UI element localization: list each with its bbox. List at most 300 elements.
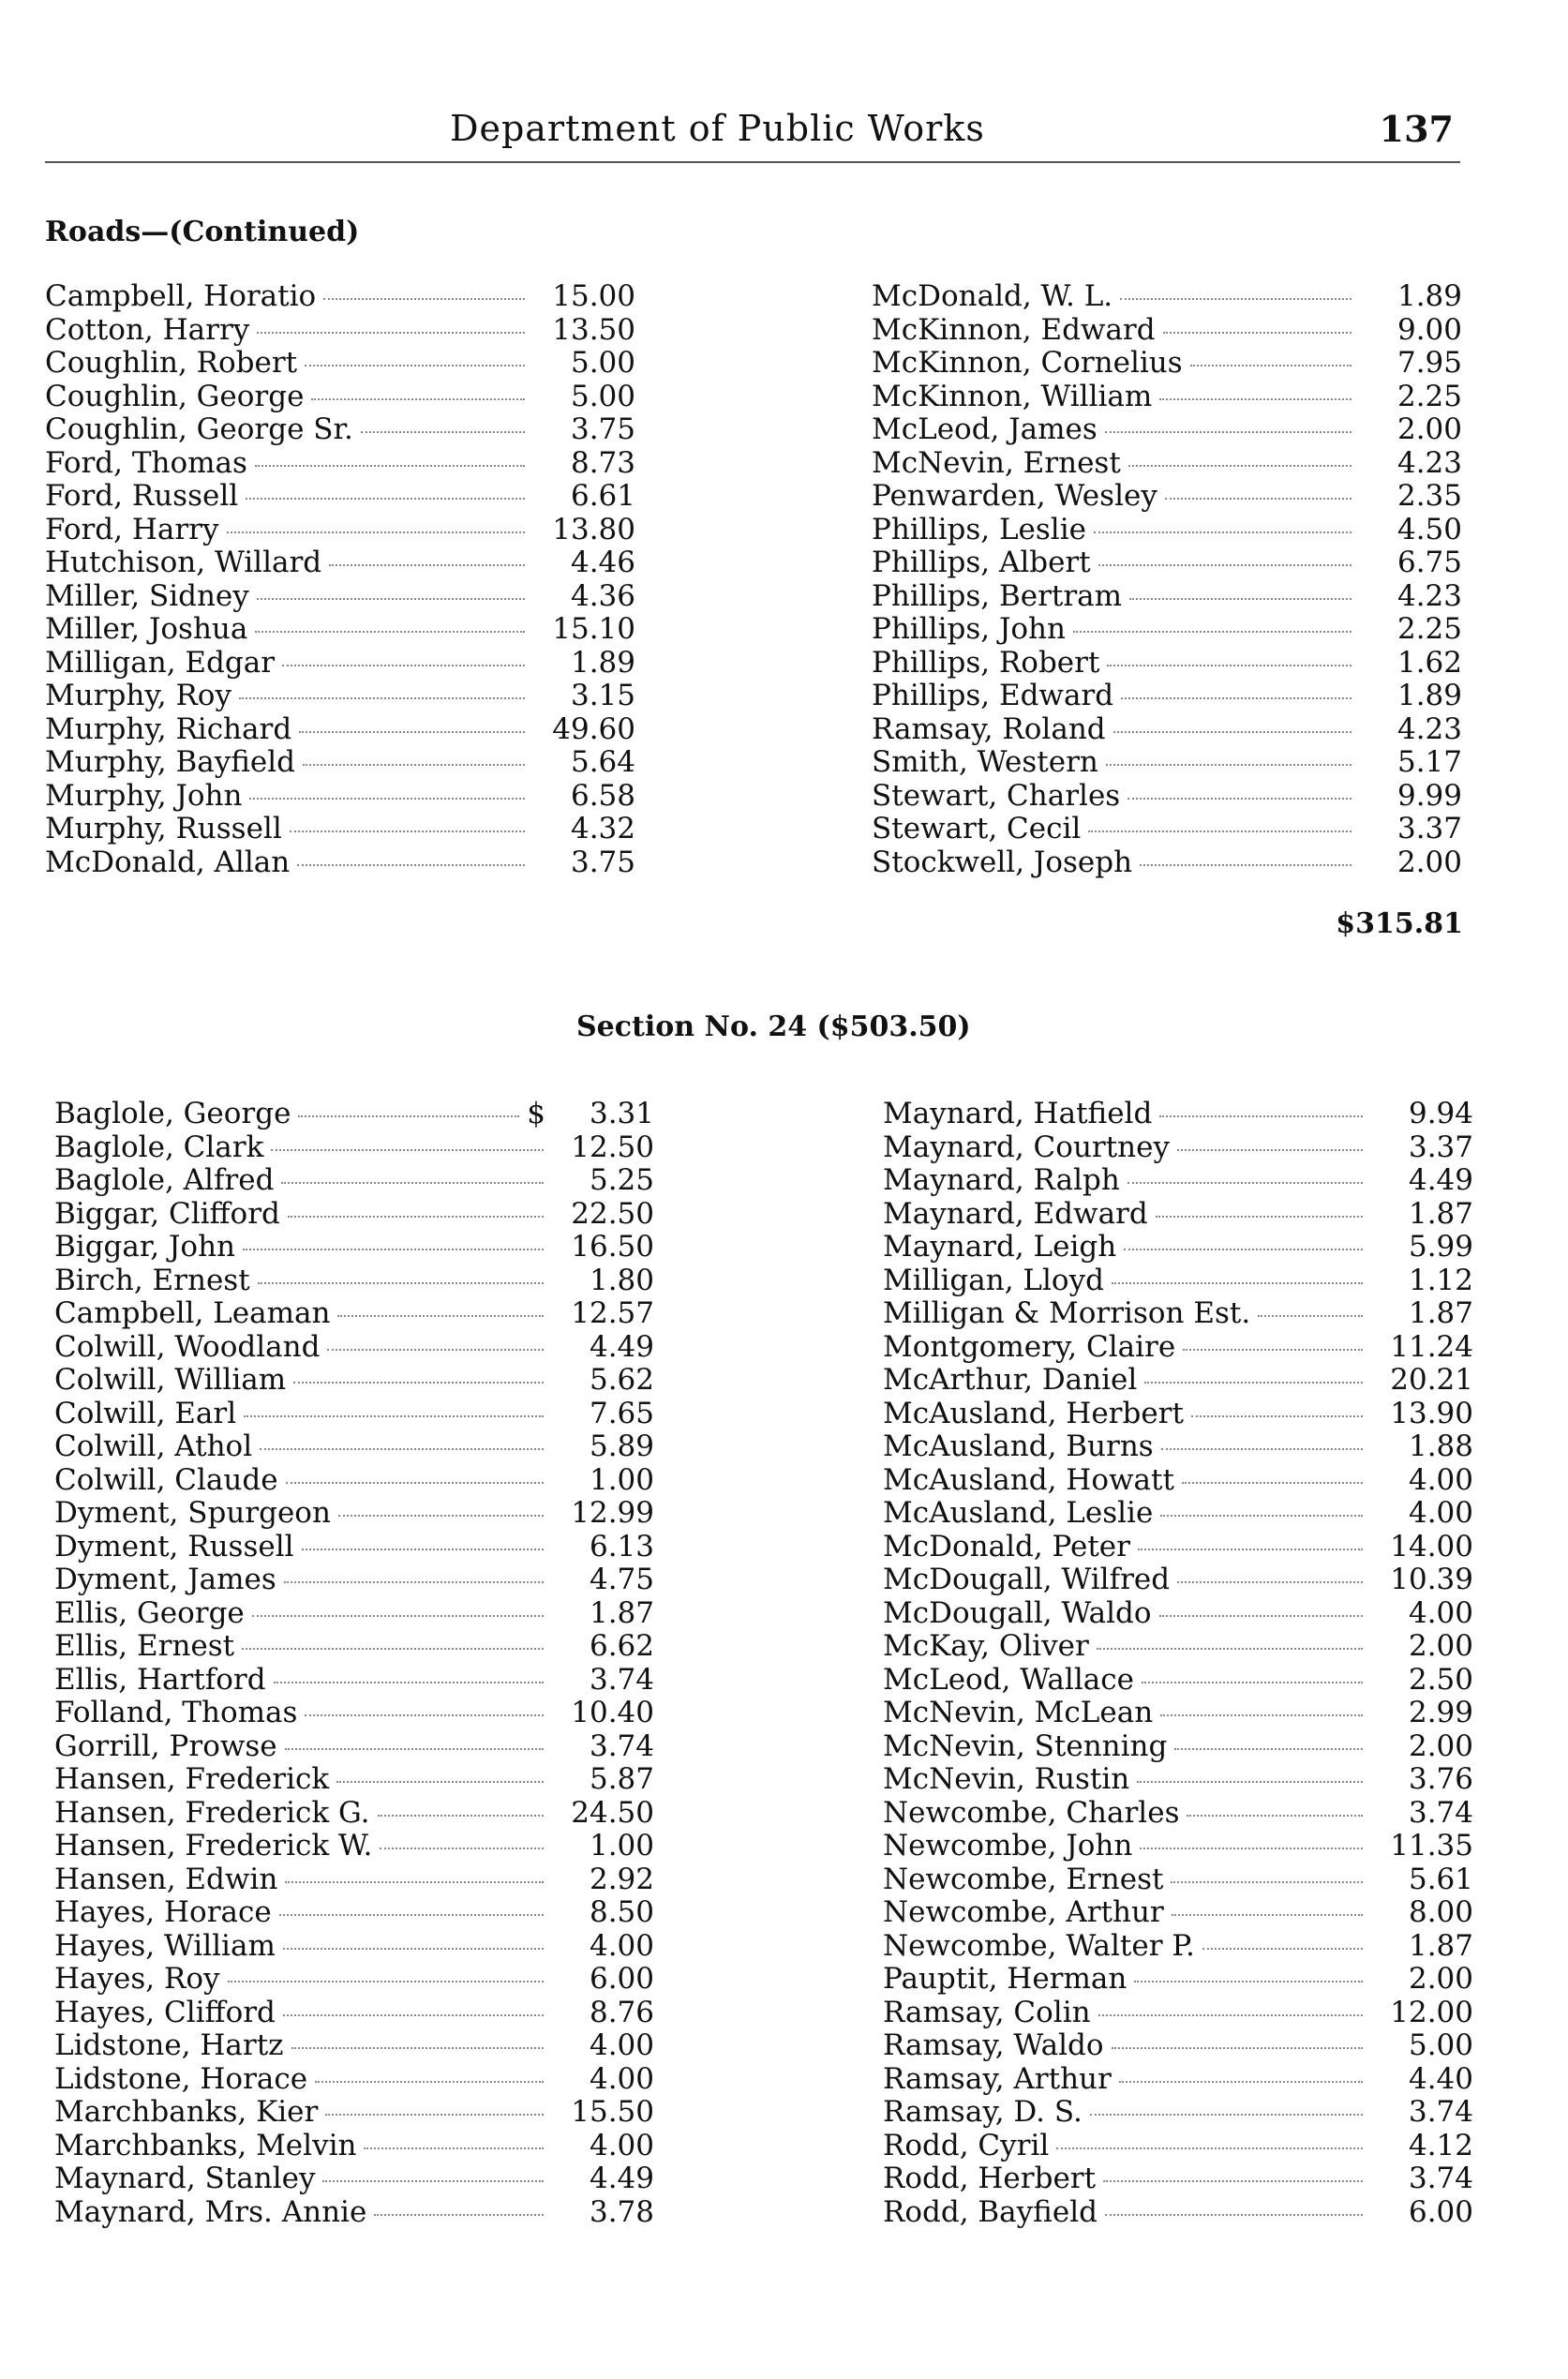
payment-amount: 2.00 [1408, 1962, 1473, 1996]
payment-amount: 12.57 [571, 1296, 654, 1330]
ledger-row [883, 1130, 1473, 1164]
dot-leader [255, 465, 525, 467]
ledger-row [872, 513, 1462, 546]
dot-leader [1177, 1581, 1363, 1583]
ledger-row [54, 1163, 654, 1197]
ledger-row [872, 812, 1462, 845]
dot-leader [279, 1914, 544, 1916]
payment-amount: 5.89 [589, 1429, 654, 1463]
ledger-row [883, 1596, 1473, 1630]
dot-leader [243, 1249, 544, 1250]
payment-amount: 2.50 [1408, 1662, 1473, 1697]
payment-amount: 4.23 [1396, 445, 1462, 480]
payment-amount: 4.75 [589, 1563, 654, 1596]
payee-name: McNevin, Rustin [883, 1762, 1130, 1796]
payment-amount: 6.00 [589, 1962, 654, 1996]
dot-leader [249, 798, 525, 800]
payee-name: Murphy, Richard [45, 711, 292, 746]
section-24-heading: Section No. 24 ($503.50) [576, 1010, 971, 1043]
dot-leader [374, 2214, 544, 2216]
payee-name: Newcombe, Walter P. [883, 1928, 1195, 1963]
dot-leader [242, 1648, 544, 1650]
payee-name: Ramsay, Arthur [883, 2061, 1112, 2096]
payee-name: McDougall, Waldo [883, 1595, 1152, 1630]
ledger-row [872, 845, 1462, 879]
payee-name: Murphy, Roy [45, 679, 231, 712]
dot-leader [284, 1581, 544, 1583]
dot-leader [297, 864, 525, 866]
ledger-row [883, 1097, 1473, 1130]
payee-name: Maynard, Hatfield [883, 1097, 1153, 1130]
dot-leader [1140, 864, 1351, 866]
payee-name: McDonald, W. L. [872, 279, 1113, 313]
payment-amount: 4.00 [1408, 1462, 1473, 1497]
ledger-row [883, 1929, 1473, 1963]
dot-leader [299, 731, 525, 733]
ledger-row [872, 679, 1462, 712]
payee-name: Newcombe, John [883, 1829, 1133, 1863]
ledger-row [54, 2162, 654, 2195]
payment-amount: 6.61 [570, 479, 635, 513]
ledger-row [45, 712, 635, 746]
payment-amount: 5.00 [1408, 2028, 1473, 2062]
payment-amount: 9.99 [1396, 778, 1462, 813]
payment-amount: 3.76 [1408, 1762, 1473, 1796]
ledger-row [883, 2062, 1473, 2096]
ledger-row [45, 479, 635, 513]
payment-amount: 4.50 [1396, 512, 1462, 546]
payee-name: Campbell, Leaman [54, 1296, 331, 1330]
dot-leader [283, 2014, 544, 2016]
dot-leader [1103, 2180, 1363, 2182]
payment-amount: 12.50 [571, 1130, 654, 1164]
payee-name: Murphy, Bayfield [45, 745, 295, 779]
ledger-row [54, 2028, 654, 2062]
payee-name: Marchbanks, Melvin [54, 2128, 357, 2162]
dot-leader [252, 1615, 544, 1617]
payment-amount: 13.90 [1390, 1396, 1473, 1430]
payment-amount: 3.37 [1396, 812, 1462, 845]
dot-leader [1107, 665, 1351, 666]
roads-right-column [872, 279, 1462, 878]
dot-leader [337, 1315, 544, 1317]
ledger-row [883, 1230, 1473, 1264]
dot-leader [1161, 1448, 1363, 1450]
payment-amount: 7.65 [589, 1396, 654, 1430]
dot-leader [1160, 1714, 1363, 1716]
payment-amount: 20.21 [1390, 1363, 1473, 1397]
payee-name: Ramsay, Waldo [883, 2028, 1104, 2062]
ledger-row [872, 579, 1462, 613]
payment-amount: 5.61 [1408, 1862, 1473, 1896]
ledger-row [883, 1397, 1473, 1430]
ledger-row [45, 812, 635, 845]
ledger-row [54, 1197, 654, 1231]
payee-name: McNevin, McLean [883, 1696, 1154, 1729]
ledger-row [872, 745, 1462, 779]
ledger-row [54, 1097, 654, 1130]
payment-amount: 1.62 [1396, 645, 1462, 680]
payment-amount: 6.13 [589, 1529, 654, 1564]
ledger-row [54, 2129, 654, 2162]
payment-amount: 6.62 [589, 1629, 654, 1663]
payment-amount: 2.00 [1396, 412, 1462, 446]
ledger-row [45, 513, 635, 546]
dot-leader [1165, 498, 1351, 500]
payee-name: McKinnon, William [872, 379, 1153, 413]
ledger-row [883, 1729, 1473, 1763]
payee-name: Phillips, Edward [872, 679, 1114, 712]
dot-leader [1088, 830, 1351, 832]
ledger-row [45, 612, 635, 646]
payee-name: Milligan, Lloyd [883, 1263, 1104, 1297]
ledger-row [54, 1663, 654, 1697]
dot-leader [1190, 365, 1351, 367]
payee-name: Coughlin, George Sr. [45, 412, 353, 446]
payee-name: Hayes, Clifford [54, 1995, 276, 2029]
dot-leader [1187, 1815, 1363, 1817]
payee-name: McArthur, Daniel [883, 1363, 1138, 1397]
ledger-row [883, 1363, 1473, 1397]
dot-leader [1105, 2214, 1363, 2216]
payment-amount: 1.87 [1408, 1196, 1473, 1231]
payee-name: Maynard, Ralph [883, 1163, 1120, 1197]
ledger-row [872, 646, 1462, 680]
ledger-row [883, 2195, 1473, 2229]
ledger-row [54, 1230, 654, 1264]
payment-amount: 3.74 [1408, 1795, 1473, 1830]
payment-amount: 3.15 [570, 679, 635, 712]
dot-leader [1073, 631, 1351, 633]
payment-amount: 49.60 [552, 711, 635, 746]
payee-name: McAusland, Leslie [883, 1496, 1154, 1530]
payee-name: Stockwell, Joseph [872, 845, 1133, 879]
ledger-row [45, 745, 635, 779]
payee-name: Ford, Harry [45, 512, 219, 546]
payee-name: Smith, Western [872, 745, 1098, 779]
ledger-row [54, 1429, 654, 1463]
ledger-row [872, 779, 1462, 813]
payment-amount: 2.00 [1408, 1728, 1473, 1763]
payment-amount: 1.87 [1408, 1928, 1473, 1963]
section-heading: Roads—(Continued) [45, 216, 360, 248]
payment-amount: 3.74 [589, 1728, 654, 1763]
payee-name: Penwarden, Wesley [872, 479, 1157, 513]
dot-leader [1056, 2147, 1363, 2149]
dot-leader [327, 1349, 544, 1351]
payment-amount: 1.80 [589, 1263, 654, 1297]
payee-name: Campbell, Horatio [45, 279, 317, 313]
payee-name: Milligan, Edgar [45, 645, 276, 680]
ledger-row [872, 712, 1462, 746]
dot-leader [311, 398, 525, 400]
payment-amount: 2.92 [589, 1862, 654, 1896]
dot-leader [1105, 431, 1351, 433]
payment-amount: 11.35 [1390, 1829, 1473, 1863]
ledger-row [54, 1929, 654, 1963]
payee-name: Biggar, John [54, 1230, 236, 1264]
payment-amount: 12.00 [1390, 1995, 1473, 2029]
ledger-row [883, 1696, 1473, 1729]
ledger-row [45, 313, 635, 347]
dot-leader [1137, 1781, 1363, 1783]
dot-leader [1191, 1415, 1363, 1417]
ledger-row [54, 2095, 654, 2129]
dot-leader [1171, 1881, 1363, 1883]
payment-amount: 9.94 [1408, 1097, 1473, 1130]
ledger-row [54, 1130, 654, 1164]
ledger-row [872, 479, 1462, 513]
payee-name: Biggar, Clifford [54, 1196, 280, 1231]
dot-leader [1172, 1914, 1363, 1916]
payment-amount: 6.58 [570, 778, 635, 813]
dot-leader [1140, 1848, 1363, 1849]
dot-leader [258, 1282, 544, 1284]
dot-leader [1106, 764, 1351, 766]
payment-amount: 2.00 [1408, 1629, 1473, 1663]
dot-leader [1177, 1149, 1363, 1151]
dot-leader [285, 1748, 544, 1750]
payment-amount: 3.74 [1408, 2162, 1473, 2195]
payee-name: Ellis, George [54, 1595, 245, 1630]
payee-name: Gorrill, Prowse [54, 1728, 277, 1763]
ledger-row [54, 2062, 654, 2096]
ledger-row [883, 1463, 1473, 1497]
payment-amount: 24.50 [571, 1795, 654, 1830]
payee-name: Newcombe, Arthur [883, 1895, 1164, 1929]
payment-amount: 2.00 [1396, 845, 1462, 879]
ledger-row [883, 2129, 1473, 2162]
payment-amount: 3.75 [570, 845, 635, 879]
dot-leader [1127, 1182, 1363, 1184]
page-title: Department of Public Works [450, 108, 985, 149]
payment-amount: 5.00 [570, 379, 635, 413]
ledger-row [872, 446, 1462, 480]
payment-amount: 6.00 [1408, 2194, 1473, 2229]
dot-leader [1128, 465, 1351, 467]
dot-leader [1174, 1748, 1363, 1750]
ledger-row [54, 1363, 654, 1397]
payee-name: Maynard, Stanley [54, 2162, 316, 2195]
payment-amount: 1.88 [1408, 1429, 1473, 1463]
payee-name: Miller, Joshua [45, 612, 248, 646]
dot-leader [1090, 2114, 1363, 2116]
payment-amount: 5.00 [570, 346, 635, 380]
dot-leader [305, 1714, 544, 1716]
payee-name: Lidstone, Hartz [54, 2028, 284, 2062]
section-24-right-column [883, 1097, 1473, 2228]
ledger-row [872, 612, 1462, 646]
payment-amount: 3.31 [589, 1097, 654, 1130]
ledger-row [54, 1330, 654, 1364]
payee-name: Ellis, Hartford [54, 1662, 266, 1697]
header-rule [45, 161, 1460, 163]
payee-name: McDonald, Peter [883, 1529, 1130, 1564]
payee-name: Hayes, Horace [54, 1895, 272, 1929]
payee-name: Colwill, Claude [54, 1462, 278, 1497]
payment-amount: 4.00 [589, 2128, 654, 2162]
payment-amount: 8.73 [570, 445, 635, 480]
payee-name: Maynard, Leigh [883, 1230, 1117, 1264]
ledger-row [54, 1563, 654, 1596]
ledger-row [883, 1563, 1473, 1596]
dot-leader [1098, 2014, 1363, 2016]
payee-name: Coughlin, George [45, 379, 305, 413]
ledger-row [54, 1696, 654, 1729]
ledger-row [45, 679, 635, 712]
dot-leader [1098, 564, 1351, 566]
payment-amount: 5.64 [570, 745, 635, 779]
ledger-row [883, 1163, 1473, 1197]
payee-name: Rodd, Bayfield [883, 2194, 1098, 2229]
ledger-row [883, 2028, 1473, 2062]
dot-leader [239, 697, 525, 699]
dot-leader [1129, 598, 1351, 600]
dot-leader [285, 1881, 544, 1883]
dot-leader [291, 2047, 544, 2049]
dot-leader [1113, 731, 1351, 733]
payment-amount: 2.25 [1396, 379, 1462, 413]
payment-amount: 8.50 [589, 1895, 654, 1929]
payment-amount: 3.78 [589, 2194, 654, 2229]
dot-leader [288, 1216, 544, 1218]
payee-name: Phillips, Leslie [872, 512, 1086, 546]
ledger-row [872, 313, 1462, 347]
payee-name: Colwill, William [54, 1363, 287, 1397]
ledger-row [45, 380, 635, 413]
payee-name: Maynard, Mrs. Annie [54, 2194, 367, 2229]
dot-leader [1160, 1515, 1363, 1517]
payment-amount: 4.12 [1408, 2128, 1473, 2162]
payee-name: Phillips, Robert [872, 645, 1100, 680]
dot-leader [1121, 697, 1351, 699]
payment-amount: 3.75 [570, 412, 635, 446]
ledger-row [54, 1296, 654, 1330]
dot-leader [315, 2081, 544, 2083]
dot-leader [1120, 298, 1351, 300]
ledger-row [45, 446, 635, 480]
dot-leader [257, 332, 525, 334]
payment-amount: 1.89 [1396, 279, 1462, 313]
dot-leader [1094, 531, 1351, 533]
dot-leader [323, 298, 525, 300]
payment-amount: 4.00 [1408, 1595, 1473, 1630]
ledger-row [54, 1629, 654, 1663]
payee-name: McAusland, Howatt [883, 1462, 1174, 1497]
payment-amount: 10.39 [1390, 1563, 1473, 1596]
ledger-row [883, 1796, 1473, 1830]
ledger-row [883, 1197, 1473, 1231]
payee-name: McKay, Oliver [883, 1629, 1089, 1663]
ledger-row [54, 1496, 654, 1530]
payee-name: Ellis, Ernest [54, 1629, 235, 1663]
payment-amount: 2.99 [1408, 1696, 1473, 1729]
dot-leader [1127, 798, 1351, 800]
dot-leader [303, 764, 525, 766]
roads-left-column [45, 279, 635, 878]
ledger-row [45, 845, 635, 879]
payee-name: Stewart, Cecil [872, 812, 1082, 845]
payment-amount: 3.74 [1408, 2095, 1473, 2129]
payee-name: Cotton, Harry [45, 312, 250, 347]
payment-amount: 4.00 [589, 2061, 654, 2096]
payee-name: Lidstone, Horace [54, 2061, 308, 2096]
ledger-row [872, 279, 1462, 313]
ledger-row [54, 2195, 654, 2229]
payment-amount: 1.89 [570, 645, 635, 680]
dot-leader [271, 1149, 544, 1151]
ledger-row [883, 2095, 1473, 2129]
payment-amount: 2.25 [1396, 612, 1462, 646]
payment-amount: 3.37 [1408, 1130, 1473, 1164]
payee-name: Ford, Thomas [45, 445, 247, 480]
ledger-row [54, 1530, 654, 1564]
payment-amount: 22.50 [571, 1196, 654, 1231]
page-number: 137 [1379, 108, 1454, 150]
dot-leader [228, 1981, 544, 1982]
payee-name: McDonald, Allan [45, 845, 291, 879]
ledger-row [872, 412, 1462, 446]
payee-name: McLeod, Wallace [883, 1662, 1134, 1697]
ledger-row [883, 1629, 1473, 1663]
payment-amount: 6.75 [1396, 546, 1462, 579]
payee-name: Rodd, Cyril [883, 2128, 1050, 2162]
ledger-row [45, 346, 635, 380]
ledger-row [883, 1829, 1473, 1863]
payee-name: Phillips, Albert [872, 546, 1091, 579]
payment-amount: 8.00 [1408, 1895, 1473, 1929]
dot-leader [336, 1781, 544, 1783]
ledger-row [54, 1863, 654, 1896]
payee-name: Dyment, James [54, 1563, 276, 1596]
payee-name: Pauptit, Herman [883, 1962, 1127, 1996]
ledger-row [54, 1463, 654, 1497]
dot-leader [1159, 1615, 1363, 1617]
dot-leader [1134, 1981, 1363, 1982]
payee-name: Ramsay, D. S. [883, 2095, 1083, 2129]
payment-amount: 10.40 [571, 1696, 654, 1729]
dot-leader [1163, 332, 1351, 334]
dot-leader [293, 1382, 544, 1384]
dot-leader [274, 1682, 544, 1683]
ledger-row [872, 380, 1462, 413]
ledger-row [54, 1962, 654, 1996]
payee-name: Baglole, Clark [54, 1130, 264, 1164]
dot-leader [1156, 1216, 1363, 1218]
payment-amount: 5.87 [589, 1762, 654, 1796]
dot-leader [329, 564, 525, 566]
ledger-row [883, 1530, 1473, 1564]
ledger-row [883, 1895, 1473, 1929]
dot-leader [282, 665, 525, 666]
payment-amount: 1.00 [589, 1462, 654, 1497]
payment-amount: 4.32 [570, 812, 635, 845]
section-24-left-column [54, 1097, 654, 2228]
dot-leader [260, 1448, 544, 1450]
payment-amount: 4.23 [1396, 711, 1462, 746]
payee-name: Miller, Sidney [45, 578, 249, 613]
payee-name: Phillips, John [872, 612, 1066, 646]
currency-symbol: $ [527, 1097, 545, 1130]
ledger-row [883, 1962, 1473, 1996]
payee-name: Ramsay, Roland [872, 711, 1106, 746]
dot-leader [281, 1182, 544, 1184]
dot-leader [298, 1115, 519, 1117]
payee-name: McKinnon, Edward [872, 312, 1156, 347]
dot-leader [322, 2180, 544, 2182]
payee-name: Murphy, Russell [45, 812, 282, 845]
dot-leader [1112, 1282, 1363, 1284]
